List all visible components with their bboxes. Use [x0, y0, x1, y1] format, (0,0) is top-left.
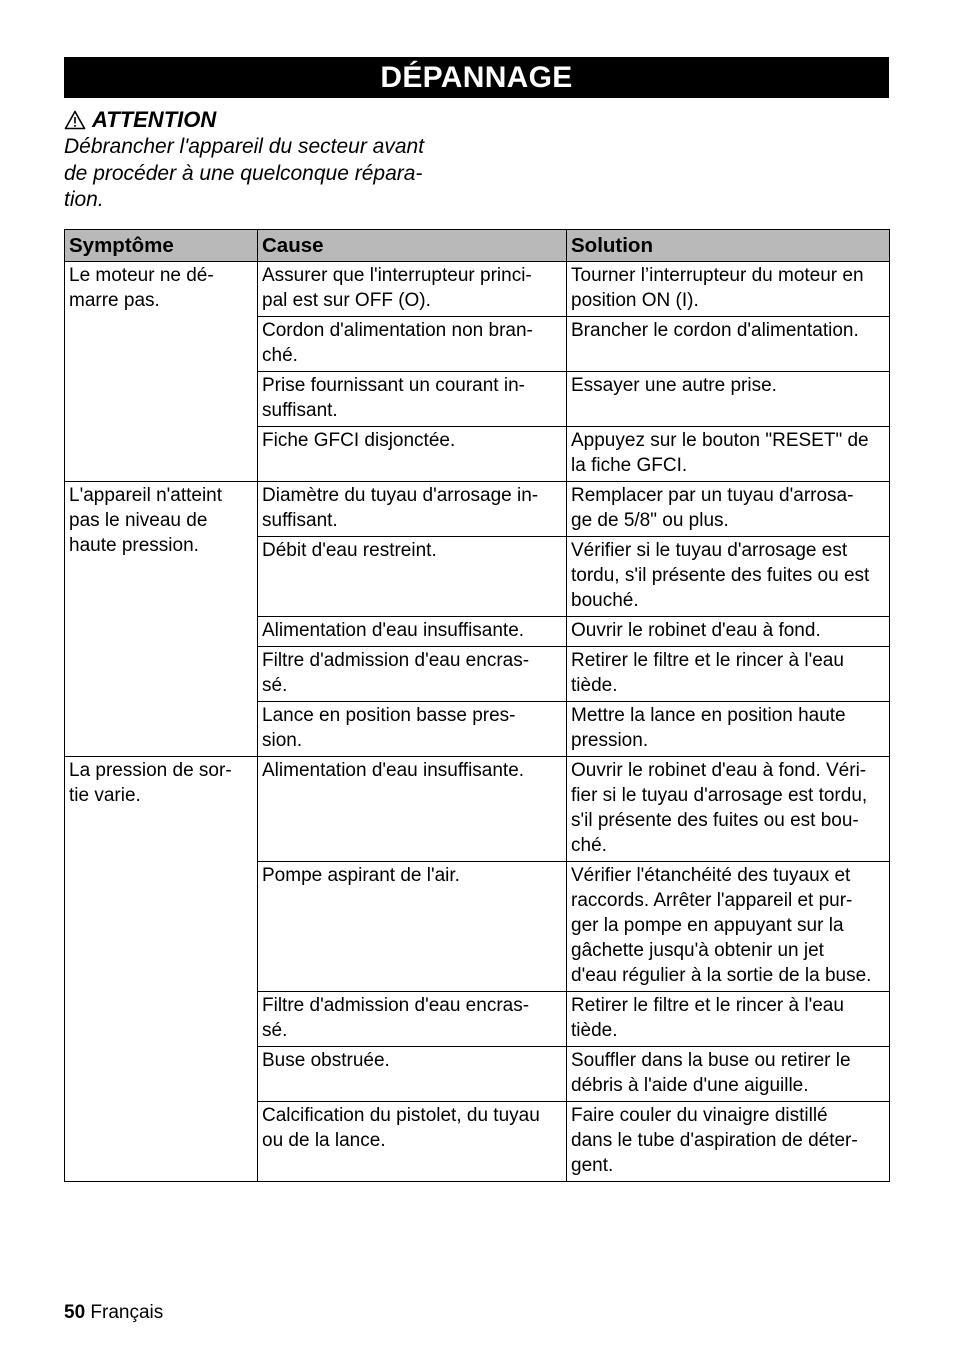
header-symptom: Symptôme: [65, 230, 258, 262]
solution-line: Retirer le filtre et le rincer à l'eau: [571, 995, 844, 1016]
solution-line: pression.: [571, 730, 649, 751]
cause-line: Calcification du pistolet, du tuyau: [262, 1105, 540, 1126]
cause-cell: [258, 1102, 567, 1182]
solution-line: gâchette jusqu'à obtenir un jet: [571, 940, 824, 961]
solution-cell: [567, 647, 890, 702]
attention-line: Débrancher l'appareil du secteur avant: [64, 135, 425, 158]
solution-line: s'il présente des fuites ou est bou-: [571, 810, 859, 831]
cause-cell: [258, 482, 567, 537]
symptom-cell: [65, 482, 258, 757]
solution-cell: [567, 617, 890, 647]
solution-line: Ouvrir le robinet d'eau à fond. Véri-: [571, 760, 867, 781]
cause-line: Fiche GFCI disjonctée.: [262, 430, 456, 451]
symptom-line: pas le niveau de: [69, 510, 208, 531]
symptom-line: marre pas.: [69, 290, 160, 311]
solution-line: ché.: [571, 835, 607, 856]
cause-cell: [258, 1047, 567, 1102]
solution-line: Tourner l’interrupteur du moteur en: [571, 265, 864, 286]
cause-line: suffisant.: [262, 400, 338, 421]
solution-line: tiède.: [571, 675, 618, 696]
header-cause: Cause: [258, 230, 567, 262]
cause-line: Cordon d'alimentation non bran-: [262, 320, 533, 341]
cause-line: Filtre d'admission d'eau encras-: [262, 995, 530, 1016]
attention-notice: [64, 106, 484, 214]
solution-cell: [567, 862, 890, 992]
solution-line: Ouvrir le robinet d'eau à fond.: [571, 620, 821, 641]
solution-cell: [567, 1047, 890, 1102]
cause-line: sion.: [262, 730, 303, 751]
solution-line: Mettre la lance en position haute: [571, 705, 846, 726]
solution-line: la fiche GFCI.: [571, 455, 688, 476]
section-title: DÉPANNAGE: [64, 57, 889, 98]
cause-line: Débit d'eau restreint.: [262, 540, 437, 561]
cause-line: Diamètre du tuyau d'arrosage in-: [262, 485, 539, 506]
attention-label: ATTENTION: [92, 107, 217, 132]
solution-line: d'eau régulier à la sortie de la buse.: [571, 965, 872, 986]
attention-line: de procéder à une quelconque répara-: [64, 161, 423, 185]
cause-line: pal est sur OFF (O).: [262, 290, 431, 311]
cause-line: sé.: [262, 675, 288, 696]
cause-cell: [258, 862, 567, 992]
symptom-cell: [65, 757, 258, 1182]
cause-line: Buse obstruée.: [262, 1050, 390, 1071]
solution-line: ger la pompe en appuyant sur la: [571, 915, 844, 936]
solution-line: Vérifier si le tuyau d'arrosage est: [571, 540, 848, 561]
solution-line: gent.: [571, 1155, 614, 1176]
solution-cell: [567, 372, 890, 427]
solution-line: position ON (I).: [571, 290, 699, 311]
cause-cell: [258, 262, 567, 317]
attention-line: tion.: [64, 188, 104, 211]
cause-cell: [258, 647, 567, 702]
solution-line: bouché.: [571, 590, 639, 611]
symptom-line: haute pression.: [69, 535, 199, 556]
cause-cell: [258, 317, 567, 372]
cause-line: sé.: [262, 1020, 288, 1041]
solution-line: Appuyez sur le bouton "RESET" de: [571, 430, 869, 451]
cause-line: Alimentation d'eau insuffisante.: [262, 760, 525, 781]
solution-line: tordu, s'il présente des fuites ou est: [571, 565, 870, 586]
page-number: 50: [64, 1302, 86, 1323]
cause-line: Alimentation d'eau insuffisante.: [262, 620, 525, 641]
solution-line: Retirer le filtre et le rincer à l'eau: [571, 650, 844, 671]
table-row: [65, 482, 890, 537]
solution-cell: [567, 427, 890, 482]
cause-cell: [258, 427, 567, 482]
solution-line: ge de 5/8" ou plus.: [571, 510, 729, 531]
symptom-line: La pression de sor-: [69, 760, 232, 781]
cause-line: Pompe aspirant de l'air.: [262, 865, 460, 886]
solution-cell: [567, 992, 890, 1047]
cause-line: Assurer que l'interrupteur princi-: [262, 265, 532, 286]
cause-cell: [258, 372, 567, 427]
solution-line: tiède.: [571, 1020, 618, 1041]
attention-text: [64, 134, 484, 214]
cause-cell: [258, 617, 567, 647]
table-body: [65, 262, 890, 1182]
page-footer: [64, 1301, 163, 1325]
cause-line: ché.: [262, 345, 298, 366]
solution-line: Faire couler du vinaigre distillé: [571, 1105, 828, 1126]
solution-cell: [567, 262, 890, 317]
solution-cell: [567, 757, 890, 862]
solution-line: Brancher le cordon d'alimentation.: [571, 320, 859, 341]
cause-line: Filtre d'admission d'eau encras-: [262, 650, 530, 671]
solution-line: fier si le tuyau d'arrosage est tordu,: [571, 785, 868, 806]
cause-line: Lance en position basse pres-: [262, 705, 516, 726]
solution-line: Souffler dans la buse ou retirer le: [571, 1050, 851, 1071]
table-row: [65, 757, 890, 862]
header-solution: Solution: [567, 230, 890, 262]
cause-cell: [258, 702, 567, 757]
solution-cell: [567, 317, 890, 372]
solution-cell: [567, 1102, 890, 1182]
solution-cell: [567, 537, 890, 617]
solution-line: Vérifier l'étanchéité des tuyaux et: [571, 865, 851, 886]
table-row: [65, 262, 890, 317]
cause-line: Prise fournissant un courant in-: [262, 375, 525, 396]
troubleshooting-table: [64, 229, 890, 1182]
footer-language: Français: [90, 1302, 164, 1323]
symptom-line: tie varie.: [69, 785, 141, 806]
cause-cell: [258, 992, 567, 1047]
warning-triangle-icon: [64, 110, 86, 130]
table-header-row: [65, 230, 890, 262]
solution-line: Essayer une autre prise.: [571, 375, 777, 396]
cause-line: ou de la lance.: [262, 1130, 386, 1151]
attention-heading: [64, 106, 484, 134]
symptom-cell: [65, 262, 258, 482]
solution-line: débris à l'aide d'une aiguille.: [571, 1075, 809, 1096]
cause-cell: [258, 537, 567, 617]
solution-cell: [567, 702, 890, 757]
solution-line: Remplacer par un tuyau d'arrosa-: [571, 485, 854, 506]
cause-cell: [258, 757, 567, 862]
cause-line: suffisant.: [262, 510, 338, 531]
solution-line: dans le tube d'aspiration de déter-: [571, 1130, 858, 1151]
solution-line: raccords. Arrêter l'appareil et pur-: [571, 890, 853, 911]
symptom-line: Le moteur ne dé-: [69, 265, 214, 286]
solution-cell: [567, 482, 890, 537]
symptom-line: L'appareil n'atteint: [69, 485, 223, 506]
